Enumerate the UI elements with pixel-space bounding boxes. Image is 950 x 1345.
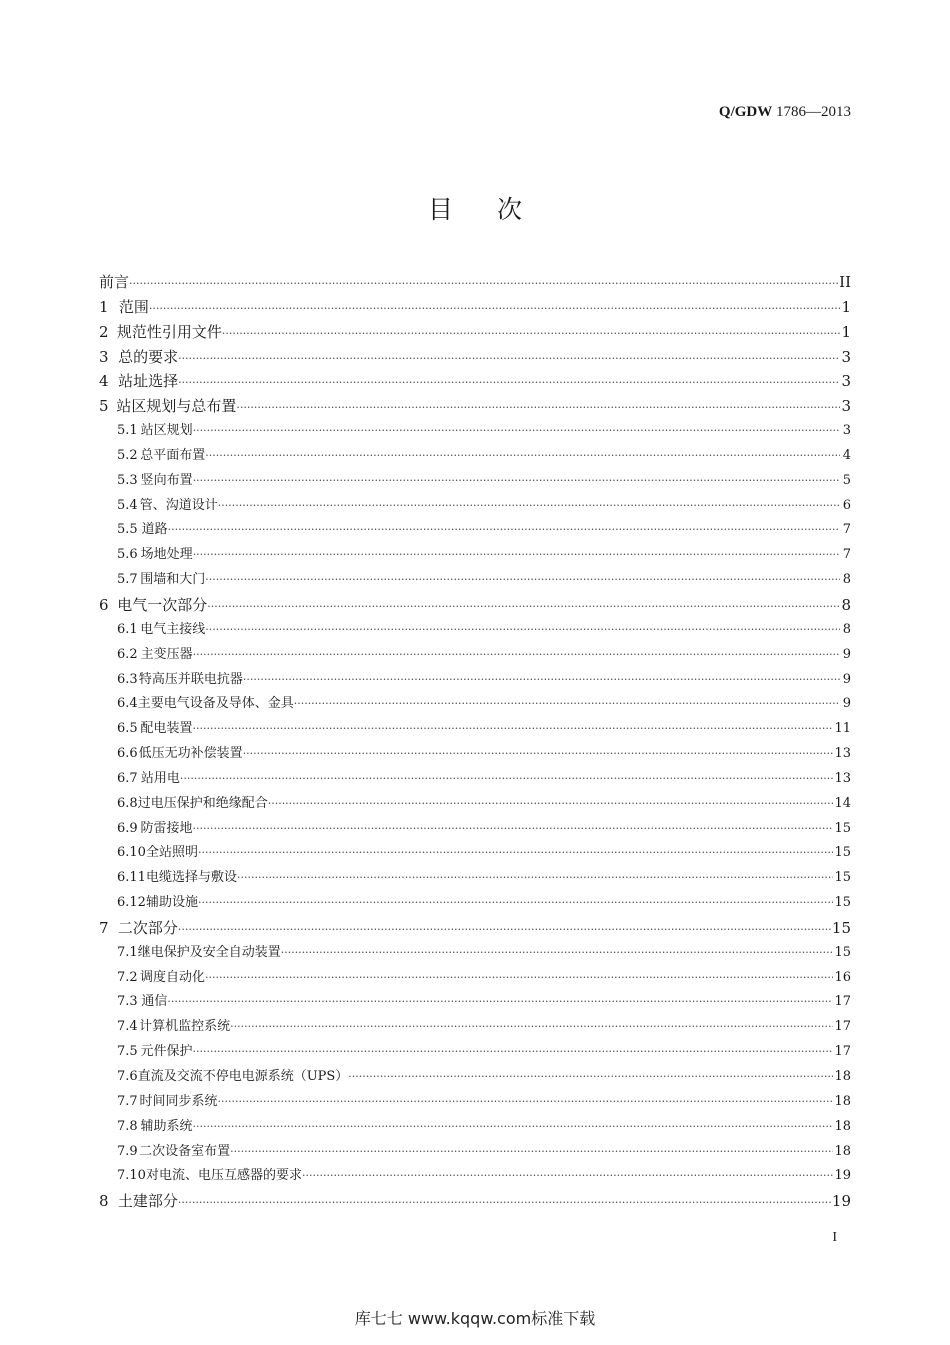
page-title-char-1: 目	[427, 195, 453, 224]
document-code-prefix: Q/GDW	[718, 104, 773, 120]
toc-entry-number: 5.7	[117, 572, 138, 588]
toc-entry-page: 3	[841, 347, 851, 366]
toc-entry[interactable]	[99, 717, 851, 742]
toc-entry-number: 6.2	[117, 646, 138, 662]
footer-watermark: 库七七 www.kqqw.com标准下载	[354, 1309, 596, 1328]
toc-entry-page: 3	[842, 423, 851, 439]
toc-leader-dots	[198, 841, 833, 866]
toc-leader-dots	[205, 568, 840, 593]
toc-entry[interactable]	[99, 966, 851, 991]
toc-entry-label: 规范性引用文件	[116, 322, 222, 341]
toc-entry-label: 总的要求	[118, 347, 179, 366]
toc-leader-dots	[205, 618, 840, 643]
toc-entry-page: 1	[841, 297, 851, 316]
toc-entry-number: 7.10	[117, 1168, 146, 1184]
toc-entry-label: 围墙和大门	[140, 572, 206, 588]
toc-entry[interactable]	[99, 1040, 851, 1065]
toc-entry[interactable]	[99, 270, 851, 295]
toc-entry-page: 7	[842, 522, 851, 538]
toc-entry-page: 18	[834, 1118, 851, 1134]
toc-entry-number: 5.2	[117, 447, 138, 463]
toc-leader-dots	[230, 1140, 833, 1165]
toc-entry[interactable]	[99, 1164, 851, 1189]
toc-entry-page: 1	[841, 322, 851, 341]
toc-leader-dots	[180, 767, 834, 792]
toc-entry-number: 5.1	[117, 423, 138, 439]
toc-entry-number: 7.1	[117, 944, 138, 960]
toc-leader-dots	[237, 866, 833, 891]
toc-entry-number: 5.3	[117, 472, 138, 488]
toc-entry[interactable]	[99, 419, 851, 444]
toc-entry[interactable]	[99, 643, 851, 668]
toc-entry-page: 9	[842, 671, 851, 687]
toc-entry-page: 8	[841, 595, 851, 614]
toc-entry[interactable]	[99, 543, 851, 568]
toc-leader-dots	[268, 792, 834, 817]
toc-entry-number: 6.4	[117, 696, 138, 712]
toc-leader-dots	[193, 543, 840, 568]
document-code	[719, 104, 851, 121]
toc-entry-label: 站区规划	[140, 423, 193, 439]
toc-entry-page: 15	[834, 820, 851, 836]
toc-entry-number: 7.7	[117, 1093, 138, 1109]
toc-entry[interactable]	[99, 1015, 851, 1040]
toc-entry-label: 直流及交流不停电电源系统（UPS）	[137, 1069, 349, 1084]
toc-leader-dots	[129, 272, 838, 297]
toc-entry[interactable]	[99, 494, 851, 519]
toc-entry-number: 7.5	[117, 1044, 138, 1060]
toc-entry-page: 6	[842, 497, 851, 513]
toc-entry[interactable]	[99, 593, 851, 618]
toc-entry-page: 18	[834, 1069, 851, 1084]
toc-entry[interactable]	[99, 469, 851, 494]
toc-entry-page: 18	[834, 1143, 851, 1159]
toc-entry[interactable]	[99, 295, 851, 320]
toc-entry-page: 9	[842, 696, 851, 712]
toc-entry-label: 范围	[118, 297, 149, 316]
toc-entry-label: 配电装置	[140, 721, 193, 737]
toc-entry-label: 辅助设施	[145, 895, 198, 911]
toc-entry[interactable]	[99, 345, 851, 370]
toc-leader-dots	[218, 1090, 834, 1115]
toc-leader-dots	[302, 1164, 833, 1189]
toc-entry-label: 电缆选择与敷设	[145, 870, 237, 886]
toc-entry[interactable]	[99, 320, 851, 345]
toc-entry[interactable]	[99, 1140, 851, 1165]
toc-entry[interactable]	[99, 916, 851, 941]
toc-entry-label: 电气一次部分	[117, 595, 208, 614]
toc-leader-dots	[281, 941, 834, 966]
toc-leader-dots	[178, 1191, 831, 1216]
toc-entry[interactable]	[99, 792, 851, 817]
toc-entry-page: 14	[834, 795, 851, 811]
toc-entry-page: 13	[834, 746, 851, 762]
toc-entry-page: 8	[842, 621, 851, 637]
toc-entry-number: 7.8	[117, 1118, 138, 1134]
toc-entry[interactable]	[99, 618, 851, 643]
toc-leader-dots	[230, 1015, 833, 1040]
toc-leader-dots	[149, 297, 840, 322]
page-title	[0, 190, 950, 226]
toc-entry-label: 主要电气设备及导体、金具	[137, 696, 294, 712]
toc-entry-label: 场地处理	[140, 547, 193, 563]
toc-entry-label: 元件保护	[140, 1044, 193, 1060]
toc-entry-label: 管、沟道设计	[139, 497, 218, 513]
toc-entry[interactable]	[99, 668, 851, 693]
toc-entry-number: 6.7	[117, 770, 138, 786]
toc-entry-page: 15	[831, 918, 851, 937]
toc-entry-label: 全站照明	[145, 845, 198, 861]
toc-entry-label: 站区规划与总布置	[116, 397, 237, 416]
toc-entry-label: 低压无功补偿装置	[138, 746, 243, 762]
toc-entry-page: 5	[842, 472, 851, 488]
toc-entry-number: 6.8	[117, 795, 138, 811]
toc-entry[interactable]	[99, 742, 851, 767]
toc-entry-number: 5	[99, 397, 109, 416]
table-of-contents	[99, 270, 851, 1214]
toc-entry-number: 7.4	[117, 1019, 138, 1035]
toc-entry-page: 3	[841, 397, 851, 416]
toc-entry-number: 6	[99, 595, 109, 614]
toc-entry[interactable]	[99, 841, 851, 866]
toc-entry-label: 前言	[99, 273, 130, 291]
toc-entry-label: 二次部分	[117, 918, 178, 937]
toc-leader-dots	[207, 595, 840, 620]
toc-entry-label: 站用电	[140, 770, 180, 786]
toc-leader-dots	[193, 469, 840, 494]
toc-entry-page: 13	[834, 770, 851, 786]
toc-leader-dots	[243, 668, 840, 693]
toc-entry-label: 计算机监控系统	[139, 1019, 231, 1035]
toc-entry-page: 11	[834, 721, 851, 737]
toc-entry-number: 6.6	[117, 746, 138, 762]
page-title-char-2: 次	[497, 195, 523, 224]
toc-entry-number: 5.5	[117, 522, 138, 538]
toc-entry-label: 土建部分	[117, 1192, 178, 1211]
toc-leader-dots	[192, 817, 833, 842]
toc-entry-label: 对电流、电压互感器的要求	[145, 1168, 302, 1184]
toc-leader-dots	[222, 322, 840, 347]
toc-entry[interactable]	[99, 767, 851, 792]
toc-entry-number: 6.11	[117, 870, 146, 886]
toc-entry[interactable]	[99, 990, 851, 1015]
toc-entry-label: 过电压保护和绝缘配合	[137, 795, 268, 811]
toc-entry[interactable]	[99, 1189, 851, 1214]
toc-leader-dots	[205, 444, 840, 469]
toc-entry-label: 辅助系统	[140, 1118, 193, 1134]
toc-entry-page: 17	[834, 1019, 851, 1035]
toc-entry-page: 15	[834, 870, 851, 886]
toc-entry[interactable]	[99, 1090, 851, 1115]
toc-entry-label: 通信	[141, 994, 168, 1010]
toc-entry-page: 17	[834, 1044, 851, 1060]
toc-entry-number: 6.12	[117, 895, 146, 911]
toc-entry[interactable]	[99, 692, 851, 717]
toc-entry-label: 时间同步系统	[139, 1093, 218, 1109]
toc-entry-number: 2	[99, 322, 109, 341]
toc-entry-label: 总平面布置	[140, 447, 206, 463]
toc-entry-label: 竖向布置	[140, 472, 193, 488]
toc-entry-page: 7	[842, 547, 851, 563]
toc-entry[interactable]	[99, 518, 851, 543]
toc-leader-dots	[218, 494, 840, 519]
toc-entry-number: 7.9	[117, 1143, 138, 1159]
toc-entry-page: 19	[831, 1192, 851, 1211]
toc-leader-dots	[192, 1115, 833, 1140]
toc-leader-dots	[193, 419, 840, 444]
toc-entry-page: 15	[834, 845, 851, 861]
toc-entry-page: 15	[834, 895, 851, 911]
toc-entry-label: 电气主接线	[140, 621, 206, 637]
toc-leader-dots	[167, 990, 833, 1015]
toc-entry-number: 6.10	[117, 845, 146, 861]
toc-entry-number: 7.2	[117, 969, 138, 985]
toc-entry-label: 站址选择	[118, 372, 179, 391]
toc-leader-dots	[205, 966, 833, 991]
toc-entry[interactable]	[99, 866, 851, 891]
toc-leader-dots	[348, 1065, 833, 1090]
toc-entry[interactable]	[99, 1115, 851, 1140]
toc-entry-number: 5.4	[117, 497, 138, 513]
toc-leader-dots	[178, 371, 840, 396]
toc-entry[interactable]	[99, 941, 851, 966]
toc-entry-number: 7.6	[117, 1069, 138, 1084]
document-code-number: 1786—2013	[772, 104, 851, 120]
toc-entry-label: 防雷接地	[140, 820, 193, 836]
toc-entry-number: 7	[99, 918, 109, 937]
toc-entry[interactable]	[99, 394, 851, 419]
toc-entry-page: II	[839, 273, 851, 291]
toc-entry-number: 6.3	[117, 671, 138, 687]
toc-entry-page: 17	[834, 994, 851, 1010]
toc-entry-page: 19	[834, 1168, 851, 1184]
toc-entry[interactable]	[99, 817, 851, 842]
toc-leader-dots	[243, 742, 834, 767]
toc-entry-label: 道路	[141, 522, 168, 538]
toc-entry-number: 4	[99, 372, 109, 391]
toc-entry-page: 4	[842, 447, 851, 463]
toc-entry-number: 7.3	[117, 994, 138, 1010]
toc-leader-dots	[178, 918, 831, 943]
toc-entry-number: 6.5	[117, 721, 138, 737]
toc-leader-dots	[236, 396, 840, 421]
toc-leader-dots	[192, 1040, 833, 1065]
toc-entry-label: 特高压并联电抗器	[138, 671, 243, 687]
toc-entry-page: 16	[834, 969, 851, 985]
toc-entry-page: 9	[842, 646, 851, 662]
toc-entry[interactable]	[99, 369, 851, 394]
toc-leader-dots	[294, 692, 840, 717]
toc-leader-dots	[192, 717, 833, 742]
toc-entry-label: 主变压器	[140, 646, 193, 662]
toc-entry[interactable]	[99, 1065, 851, 1090]
toc-entry-number: 1	[99, 297, 109, 316]
toc-entry-page: 8	[842, 572, 851, 588]
toc-entry[interactable]	[99, 444, 851, 469]
toc-leader-dots	[193, 643, 840, 668]
toc-entry-page: 15	[834, 944, 851, 960]
toc-leader-dots	[168, 518, 840, 543]
toc-leader-dots	[198, 891, 833, 916]
toc-entry-number: 6.9	[117, 820, 138, 836]
page-number: I	[832, 1230, 837, 1245]
toc-entry-label: 调度自动化	[139, 969, 205, 985]
toc-entry-number: 6.1	[117, 621, 138, 637]
toc-entry-number: 3	[99, 347, 109, 366]
toc-entry-number: 5.6	[117, 547, 138, 563]
toc-entry-page: 3	[841, 372, 851, 391]
toc-entry-page: 18	[834, 1093, 851, 1109]
toc-entry-label: 二次设备室布置	[139, 1143, 231, 1159]
toc-entry[interactable]	[99, 891, 851, 916]
toc-entry-number: 8	[99, 1192, 109, 1211]
toc-entry[interactable]	[99, 568, 851, 593]
toc-leader-dots	[178, 347, 840, 372]
toc-entry-label: 继电保护及安全自动装置	[137, 944, 281, 960]
